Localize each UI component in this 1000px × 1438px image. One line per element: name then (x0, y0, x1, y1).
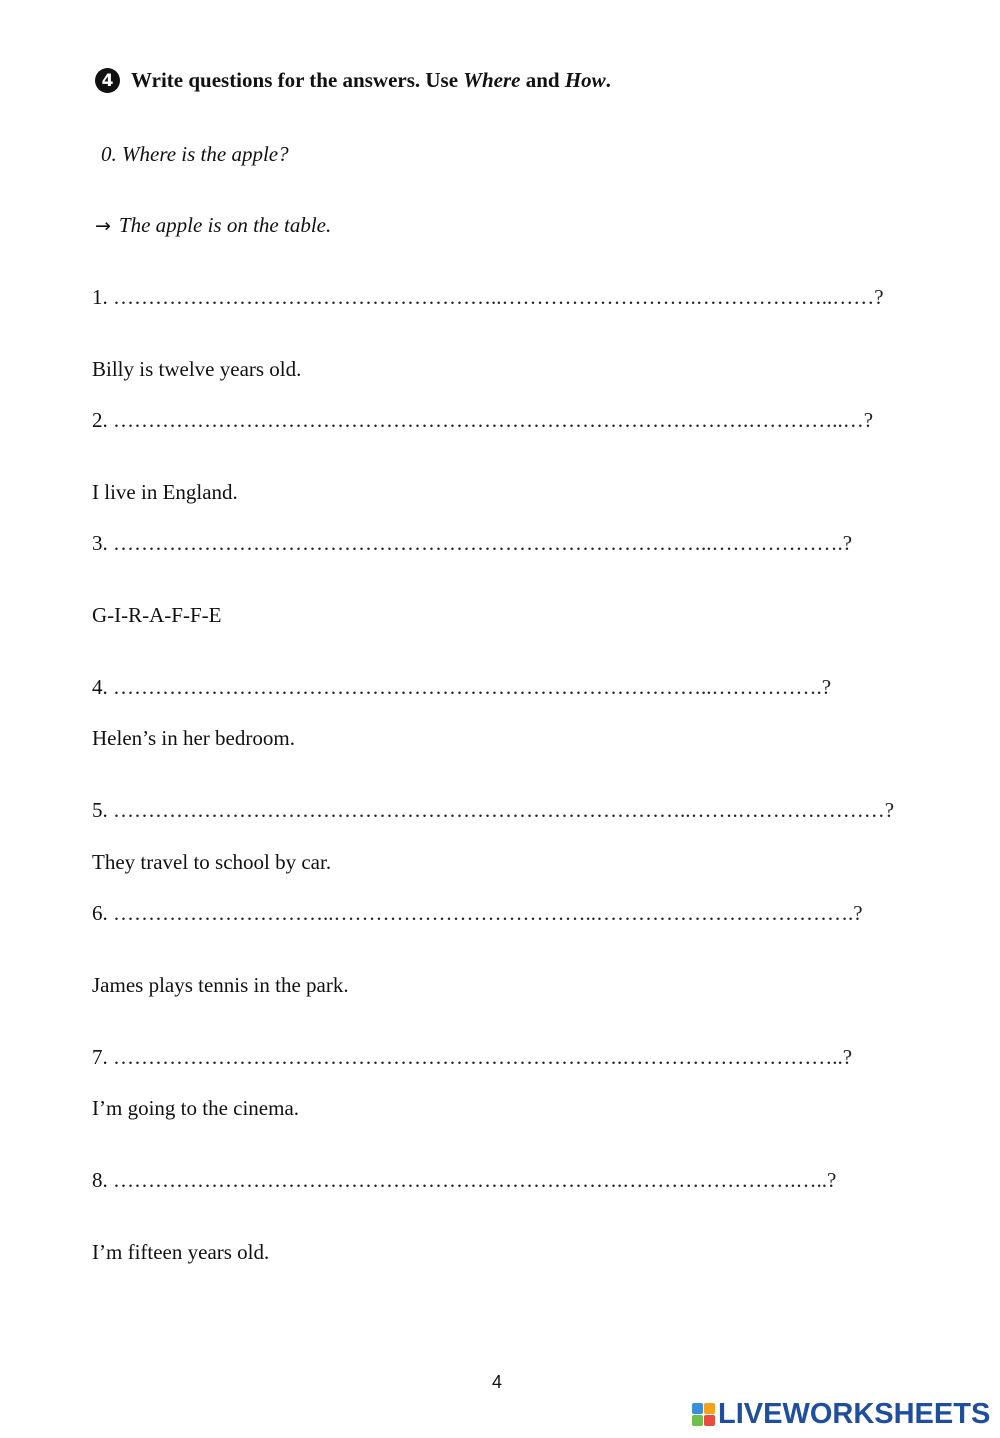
answer-blank[interactable]: …………………………………………………………………………..……………….? (113, 531, 853, 555)
example-answer-line (95, 211, 331, 240)
liveworksheets-logo[interactable] (692, 1398, 990, 1431)
exercise-number-badge: 4 (95, 68, 120, 93)
question-line-3[interactable] (92, 529, 852, 557)
answer-blank[interactable]: ……………………………………………………………….…………………….…..? (113, 1168, 837, 1192)
question-line-2[interactable] (92, 406, 873, 434)
arrow-right-icon: → (95, 215, 111, 237)
item-number: 4. (92, 675, 108, 699)
example-question: 0. Where is the apple? (101, 142, 289, 166)
given-answer-1: Billy is twelve years old. (92, 357, 302, 381)
instruction-text-end: . (605, 68, 611, 92)
answer-blank[interactable]: ……………………………………………………………………………….…………..…? (113, 408, 874, 432)
instruction-text-before: Write questions for the answers. Use (131, 68, 464, 92)
question-line-7[interactable] (92, 1043, 852, 1071)
question-line-5[interactable] (92, 796, 894, 824)
question-line-6[interactable] (92, 899, 863, 927)
item-number: 8. (92, 1168, 108, 1192)
item-number: 7. (92, 1045, 108, 1069)
answer-blank[interactable]: …………………………..………………………………..……………………………….? (113, 901, 863, 925)
question-line-4[interactable] (92, 673, 831, 701)
given-answer-6: James plays tennis in the park. (92, 973, 349, 997)
given-answer-4: Helen’s in her bedroom. (92, 726, 295, 750)
given-answer-8: I’m fifteen years old. (92, 1240, 270, 1264)
item-number: 3. (92, 531, 108, 555)
given-answer-2: I live in England. (92, 480, 238, 504)
logo-square-icon (704, 1403, 715, 1414)
item-number: 6. (92, 901, 108, 925)
item-number: 5. (92, 798, 108, 822)
answer-blank[interactable]: ………………………………………………………………………..…….…………………? (113, 798, 895, 822)
instruction-word-how: How (564, 68, 606, 92)
answer-blank[interactable]: ……………………………………………………………….…………………………..? (113, 1045, 853, 1069)
question-line-1[interactable] (92, 283, 884, 311)
given-answer-3: G-I-R-A-F-F-E (92, 603, 222, 627)
logo-square-icon (692, 1415, 703, 1426)
item-number: 1. (92, 285, 108, 309)
given-answer-7: I’m going to the cinema. (92, 1096, 300, 1120)
logo-square-icon (704, 1415, 715, 1426)
instruction-word-where: Where (463, 68, 521, 92)
liveworksheets-logo-text: LIVEWORKSHEETS (718, 1398, 991, 1430)
given-answer-5: They travel to school by car. (92, 850, 332, 874)
answer-blank[interactable]: …………………………………………………………………………..…………….? (113, 675, 832, 699)
logo-square-icon (692, 1403, 703, 1414)
instruction-text-and: and (520, 68, 565, 92)
example-answer: The apple is on the table. (118, 213, 332, 237)
liveworksheets-logo-icon (692, 1403, 715, 1426)
answer-blank[interactable]: ………………………………………………..……………………….………………..……? (113, 285, 884, 309)
item-number: 2. (92, 408, 108, 432)
exercise-instruction (95, 68, 611, 93)
page-number: 4 (492, 1372, 503, 1392)
question-line-8[interactable] (92, 1166, 836, 1194)
